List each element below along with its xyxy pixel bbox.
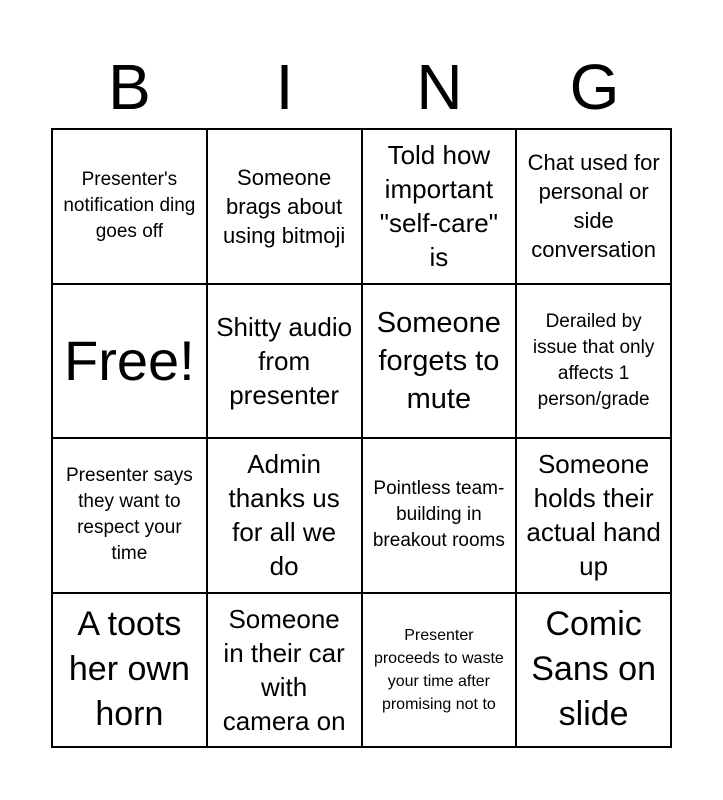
bingo-cell-r1c3[interactable] — [362, 129, 517, 284]
cell-text: Chat used for personal or side conversation — [527, 150, 660, 263]
cell-text: Someone in their car with camera on — [222, 603, 346, 736]
cell-text: A toots her own horn — [68, 605, 190, 734]
cell-text: Comic Sans on slide — [531, 605, 656, 734]
free-space-text: Free! — [64, 328, 195, 392]
header-letter-g: G — [569, 51, 620, 123]
bingo-cell-r3c1[interactable] — [52, 438, 207, 593]
bingo-cell-r3c3[interactable] — [362, 438, 517, 593]
bingo-cell-r2c4[interactable] — [516, 284, 671, 439]
header-letter-i: I — [275, 51, 294, 123]
bingo-cell-free[interactable] — [52, 284, 207, 439]
cell-text: Told how important "self-care" is — [379, 140, 498, 273]
bingo-cell-r1c2[interactable] — [207, 129, 362, 284]
bingo-cell-r3c4[interactable] — [516, 438, 671, 593]
bingo-header — [52, 50, 672, 124]
cell-text: Presenter proceeds to waste your time after promising not to — [373, 626, 504, 713]
bingo-cell-r1c4[interactable] — [516, 129, 671, 284]
bingo-cell-r3c2[interactable] — [207, 438, 362, 593]
bingo-cell-r4c4[interactable] — [516, 593, 671, 748]
cell-text: Pointless team-building in breakout rooms — [372, 478, 505, 552]
cell-text: Admin thanks us for all we do — [228, 449, 340, 582]
bingo-board — [51, 128, 672, 748]
bingo-cell-r1c1[interactable] — [52, 129, 207, 284]
cell-text: Presenter says they want to respect your time — [66, 465, 193, 565]
cell-text: Someone brags about using bitmoji — [222, 164, 346, 248]
bingo-cell-r4c3[interactable] — [362, 593, 517, 748]
header-letter-b: B — [108, 51, 151, 123]
bingo-cell-r4c1[interactable] — [52, 593, 207, 748]
bingo-cell-r2c3[interactable] — [362, 284, 517, 439]
cell-text: Shitty audio from presenter — [216, 311, 353, 410]
cell-text: Someone holds their actual hand up — [526, 449, 661, 582]
bingo-cell-r2c2[interactable] — [207, 284, 362, 439]
cell-text: Derailed by issue that only affects 1 person/grade — [532, 310, 655, 410]
bingo-cell-r4c2[interactable] — [207, 593, 362, 748]
cell-text: Someone forgets to mute — [376, 306, 501, 415]
header-letter-n: N — [416, 51, 463, 123]
cell-text: Presenter's notification ding goes off — [63, 169, 196, 243]
